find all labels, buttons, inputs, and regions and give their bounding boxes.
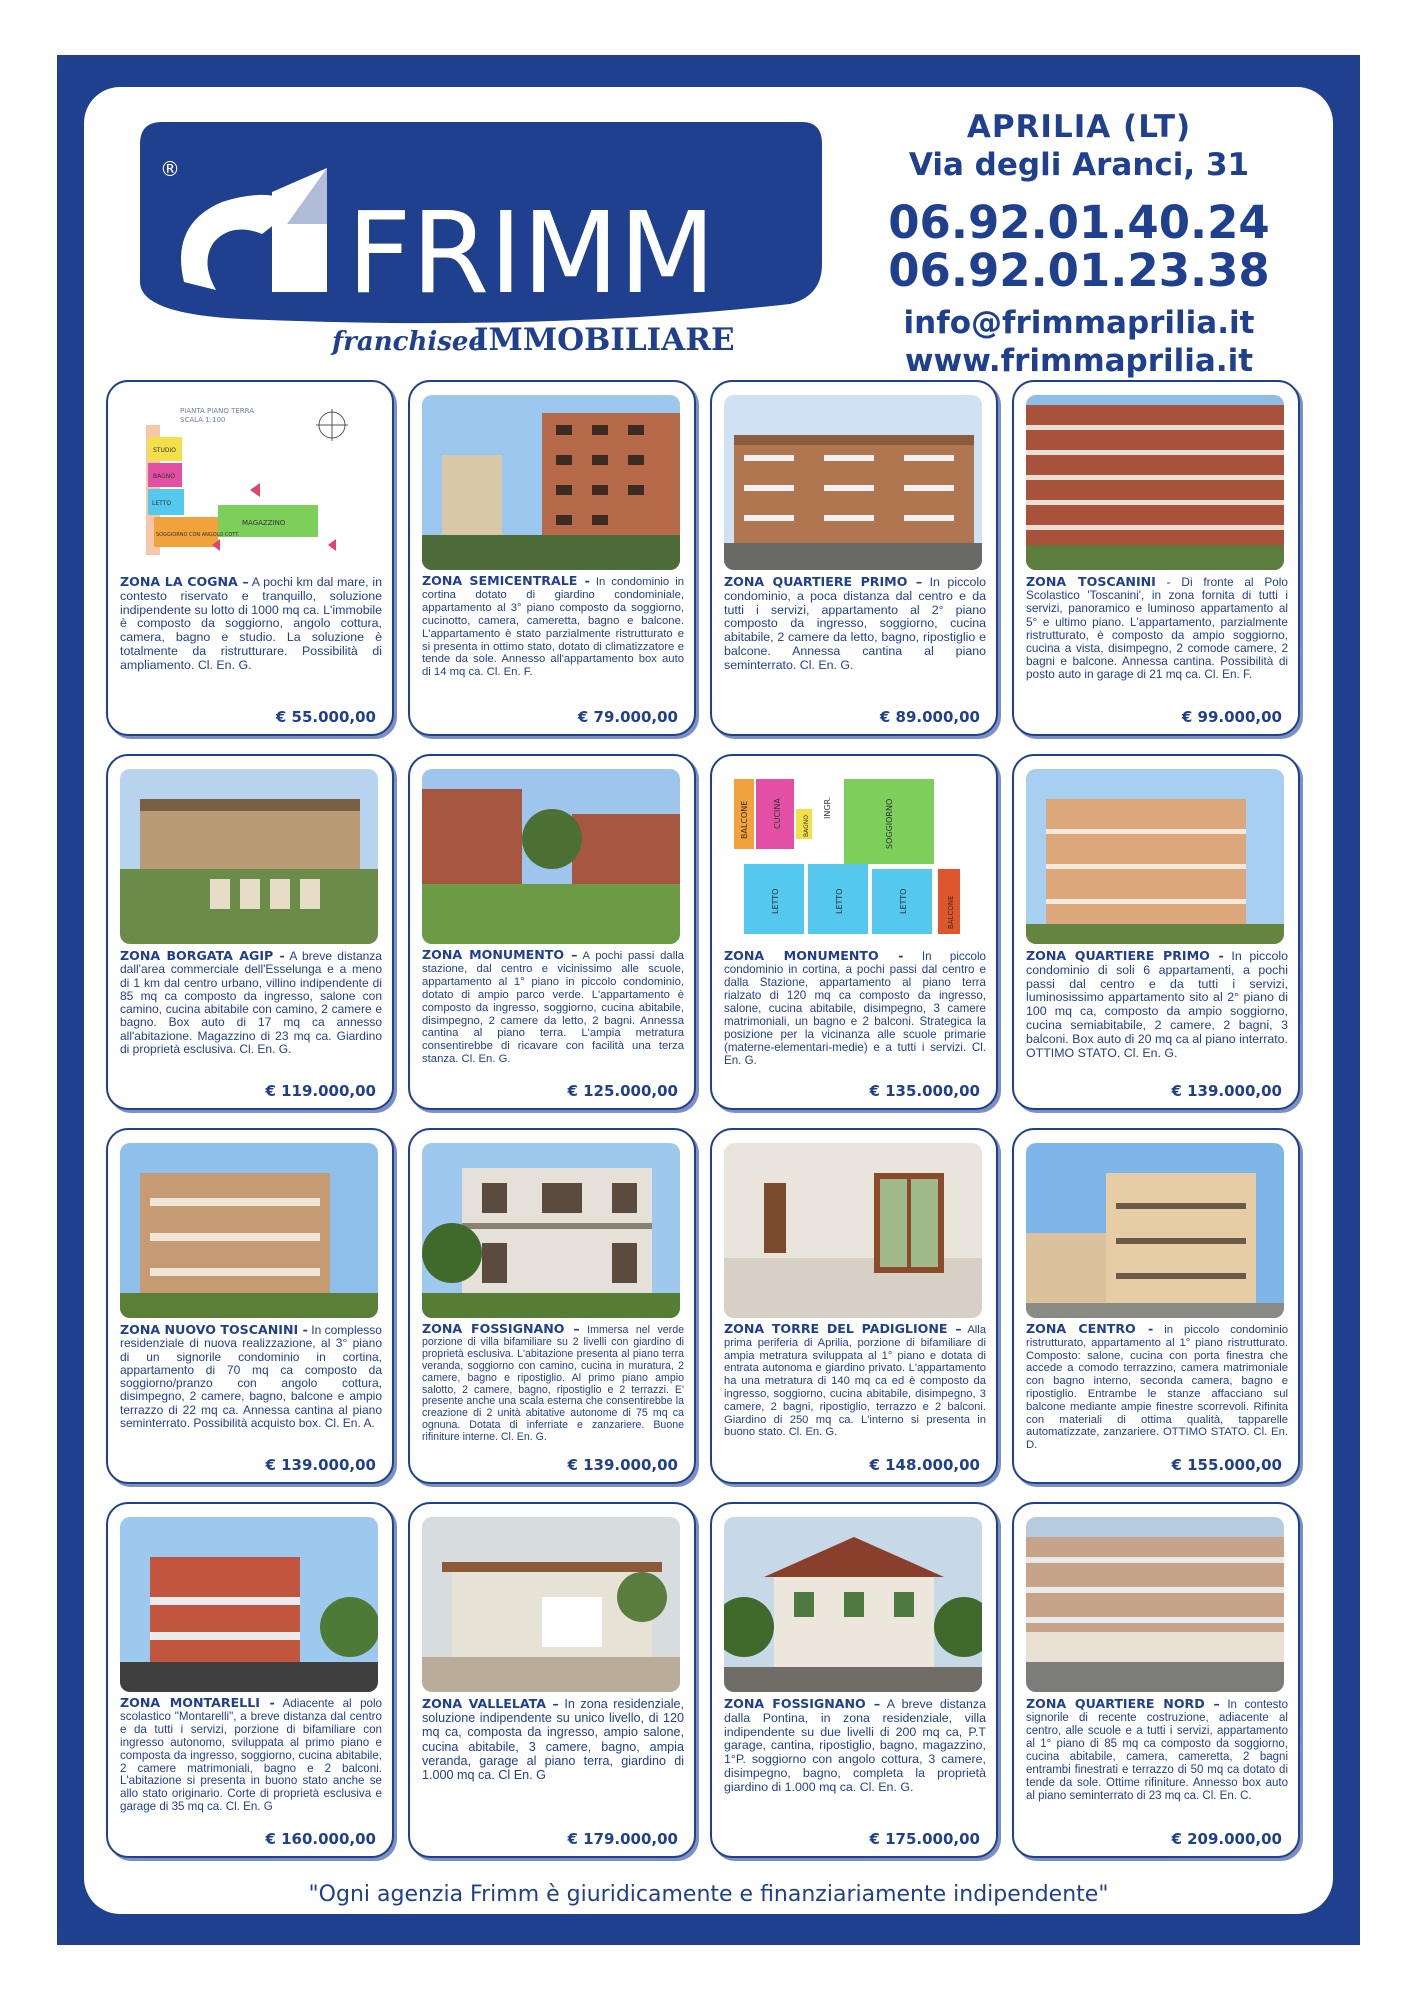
listing-card[interactable] (106, 1128, 394, 1484)
brand-name: FRIMM (347, 189, 716, 319)
listing-description (120, 949, 382, 1056)
room-label: LETTO (771, 888, 780, 914)
listing-price: € 119.000,00 (259, 1082, 376, 1100)
room-label: LETTO (835, 888, 844, 914)
listing-card[interactable] (408, 1128, 696, 1484)
room-label: STUDIO (153, 447, 176, 454)
listing-card[interactable] (710, 754, 998, 1110)
listing-description (422, 949, 684, 1066)
listing-card[interactable] (710, 1128, 998, 1484)
listing-zone: ZONA MONTARELLI - (120, 1695, 275, 1710)
listing-description (724, 949, 986, 1067)
listing-description (422, 1697, 684, 1782)
listing-price: € 89.000,00 (874, 708, 980, 726)
listing-description (422, 575, 684, 679)
listing-zone: ZONA QUARTIERE PRIMO - (1026, 948, 1224, 963)
room-label: SOGGIORNO (885, 798, 894, 849)
listing-price: € 79.000,00 (572, 708, 678, 726)
property-photo (422, 395, 680, 570)
listing-description (120, 1323, 382, 1430)
agency-city: APRILIA (LT) (966, 109, 1192, 145)
listing-text: In piccolo condominio di soli 6 appartamenti, a pochi passi dal centro e da tutti i servizi, luminosissimo appartamento sito al 2° piano di 100 mq ca, composto da ampio soggiorno, cucina semiabitabile, 2 camere, 2 bagni, 3 balconi. Box auto di 20 mq ca al piano interrato. OTTIMO STATO. Cl. En. G. (1026, 949, 1288, 1060)
listing-card[interactable] (710, 380, 998, 736)
listing-price: € 179.000,00 (561, 1830, 678, 1848)
listing-card[interactable] (408, 754, 696, 1110)
listing-price: € 209.000,00 (1165, 1830, 1282, 1848)
room-label: CUCINA (773, 798, 782, 829)
frimm-logo (122, 114, 840, 357)
listing-description (724, 575, 986, 673)
room-label: INGR. (823, 796, 832, 819)
floor-plan-image (724, 769, 982, 944)
footer-disclaimer: "Ogni agenzia Frimm è giuridicamente e finanziariamente indipendente" (308, 1882, 1109, 1907)
agency-website[interactable]: www.frimmaprilia.it (904, 343, 1254, 379)
listing-card[interactable] (710, 1502, 998, 1858)
listing-text: In complesso residenziale di nuova realizzazione, al 3° piano di un signorile condominio in cortina, appartamento di 70 mq ca composto da soggiorno/pranzo con angolo cottura, disimpegno, 2 camere, bagno, balcone e ampio terrazzo di 22 mq ca. Annessa cantina al piano seminterrato. Possibilità acquisto box. Cl. En. A. (120, 1323, 382, 1431)
property-photo (120, 769, 378, 944)
room-label: LETTO (899, 888, 908, 914)
flyer-sheet (84, 87, 1333, 1914)
listing-zone: ZONA VALLELATA – (422, 1696, 559, 1711)
property-photo (120, 1143, 378, 1318)
listing-price: € 125.000,00 (561, 1082, 678, 1100)
listing-zone: ZONA QUARTIERE PRIMO – (724, 574, 923, 589)
listing-zone: ZONA CENTRO - (1026, 1321, 1154, 1336)
tagline-immobiliare: IMMOBILIARE (474, 322, 735, 357)
listing-description (1026, 1697, 1288, 1803)
listing-text: A breve distanza dalla Pontina, in zona residenziale, villa indipendente su due livelli di 200 mq ca, P.T garage, cantina, ripostiglio, bagno, magazzino, 1°P. soggiorno con angolo cottura, 3 camere, disimpegno, bagno, completa la proprietà giardino di 1.000 mq ca. Cl. En. G. (724, 1697, 986, 1794)
listing-card[interactable] (106, 754, 394, 1110)
listing-description (120, 1697, 382, 1814)
listing-zone: ZONA LA COGNA – (120, 574, 249, 589)
listing-zone: ZONA TORRE DEL PADIGLIONE – (724, 1321, 962, 1336)
room-label: LETTO (152, 500, 172, 507)
agency-phone-1[interactable]: 06.92.01.40.24 (888, 196, 1270, 249)
page-frame (57, 55, 1360, 1945)
listing-zone: ZONA TOSCANINI (1026, 574, 1156, 589)
floor-plan-image (120, 395, 378, 570)
listing-text: Adiacente al polo scolastico "Montarelli", a breve distanza dal centro e da tutti i servizi, porzione di bifamiliare con ingresso autonomo, sviluppata al primo piano e composta da ingresso, soggiorno, cucina abitabile, 2 camere matrimoniali, bagno e 2 balconi. L'abitazione si presenta in buono stato anche se allo stato originario. Corte di proprietà esclusiva e garage di 35 mq ca. Cl. En. G (120, 1697, 382, 1814)
room-label: BALCONE (947, 895, 955, 929)
room-label: MAGAZZINO (242, 519, 286, 527)
listing-description (422, 1323, 684, 1444)
listing-text: In piccolo condominio, a poca distanza dal centro e da tutti i servizi, appartamento al 2° piano composto da ingresso, soggiorno, cucina abitabile, 2 camere da letto, bagno, ripostiglio e balcone. Annessa cantina al piano seminterrato. Cl. En. G. (724, 575, 986, 672)
listing-zone: ZONA SEMICENTRALE - (422, 573, 590, 588)
listing-description (1026, 949, 1288, 1060)
listing-price: € 135.000,00 (863, 1082, 980, 1100)
property-photo (422, 1143, 680, 1318)
listing-text: in piccolo condominio ristrutturato, appartamento al 1° piano ristrutturato. Composto: salone, cucina con porta finestra che accede a comodo terrazzino, camera matrimoniale con bagno interno, seconda camera, bagno e ripostiglio. Entrambe le stanze affacciano sul balcone mediante ampie finestre scorrevoli. Rifinita con materiali di ottima qualità, tapparelle automatizzate, zanzariere. OTTIMO STATO. Cl. En. D. (1026, 1324, 1289, 1452)
listing-text: In piccolo condominio in cortina, a pochi passi dal centro e dalla Stazione, appartamento al piano terra rialzato di 120 mq ca composto da ingresso, salone, cucina abitabile, disimpegno, 3 camere matrimoniali, un bagno e 2 balconi. Strategica la posizione per la vicinanza alle scuole primarie (materne-elementari-medie) e a tutti i servizi. Cl. En. G. (724, 950, 986, 1067)
registered-mark: ® (160, 157, 180, 181)
listing-description (724, 1323, 986, 1439)
agency-email[interactable]: info@frimmaprilia.it (903, 305, 1255, 341)
agency-contacts (864, 109, 1294, 379)
listing-price: € 139.000,00 (1165, 1082, 1282, 1100)
listing-description (724, 1697, 986, 1795)
property-photo (724, 395, 982, 570)
listing-price: € 139.000,00 (561, 1456, 678, 1474)
listing-card[interactable] (1012, 380, 1300, 736)
listing-card[interactable] (1012, 754, 1300, 1110)
listing-text: - Di fronte al Polo Scolastico 'Toscanini', in zona fornita di tutti i servizi, panoramico e luminoso appartamento al 5° e ultimo piano. L'appartamento, parzialmente ristrutturato, è composto da ampio soggiorno, cucina a vista, disimpegno, 2 comode camere, 2 bagni e balcone. Annessa cantina. Possibilità di posto auto in garage di 21 mq ca. Cl. En. F. (1026, 575, 1288, 682)
listing-zone: ZONA FOSSIGNANO – (724, 1696, 881, 1711)
room-label: BAGNO (153, 473, 175, 480)
listing-text: In zona residenziale, soluzione indipendente su unico livello, di 120 mq ca, composta da ingresso, ampio salone, cucina abitabile, 3 camere, bagno, ampia veranda, garage al piano terra, giardino di 1.000 mq ca. Cl En. G (422, 1697, 685, 1783)
listing-price: € 139.000,00 (259, 1456, 376, 1474)
listing-text: A pochi passi dalla stazione, dal centro e vicinissimo alle scuole, appartamento al 1° piano in piccolo condominio, dotato di ampio parco verde. L'appartamento è composto da ingresso, soggiorno, cucina abitabile, disimpegno, 2 camere da letto, 2 bagni. Annessa cantina al piano terra. L'ampia metratura consentirebbe di ricavare con facilità una terza stanza. Cl. En. G. (422, 950, 685, 1066)
listing-price: € 55.000,00 (270, 708, 376, 726)
listing-card[interactable] (1012, 1502, 1300, 1858)
plan-scale: SCALA 1:100 (180, 416, 226, 424)
property-photo (422, 1517, 680, 1692)
listing-text: In contesto signorile di recente costruzione, adiacente al centro, alle scuole e a tutti i servizi, appartamento al 1° piano di 85 mq ca composto da soggiorno, cucina abitabile, camera, cameretta, 2 bagni entrambi finestrati e terrazzo di 50 mq ca dotato di tende da sole. Ottime rifiniture. Annesso box auto al piano seminterrato di 23 mq ca. Cl. En. C. (1026, 1699, 1288, 1802)
listing-card[interactable] (106, 380, 394, 736)
listing-text: A breve distanza dall'area commerciale dell'Esselunga e a meno di 1 km dal centro urbano, villino indipendente di 85 mq ca composto da ingresso, salone con camino, cucina abitabile con camino, 2 camere e bagno. Box auto di 17 mq ca annesso all'abitazione. Magazzino di 23 mq ca. Giardino di proprietà esclusiva. Cl. En. G. (120, 949, 382, 1057)
property-photo (724, 1143, 982, 1318)
listing-price: € 99.000,00 (1176, 708, 1282, 726)
listing-card[interactable] (408, 1502, 696, 1858)
listing-text: Alla prima periferia di Aprilia, porzione di bifamiliare di ampia metratura sviluppata al 1° piano e dotata di entrata autonoma e giardino privato. L'appartamento ha una metratura di 140 mq ca ed è composto da ingresso, soggiorno, cucina abitabile, disimpegno, 3 camere, 2 bagni, ripostiglio, terrazzo e 2 balconi. Giardino di 250 mq ca. L'interno si presenta in buono stato. Cl. En. G. (724, 1324, 986, 1439)
listing-zone: ZONA FOSSIGNANO – (422, 1321, 580, 1336)
listing-text: Immersa nel verde porzione di villa bifamiliare su 2 livelli con giardino di proprietà esclusiva. L'abitazione presenta al piano terra veranda, soggiorno con camino, cucina in muratura, 2 camere, bagno e ripostiglio. Al primo piano ampio salotto, 2 camere, bagno, ripostiglio e 2 terrazzi. E' presente anche una scala esterna che consentirebbe la creazione di 2 unità abitative autonome di 75 mq ca ognuna. Dotata di inferriate e zanzariere. Buone rifiniture interne. Cl. En. G. (422, 1324, 684, 1444)
listing-description (120, 575, 382, 673)
listing-card[interactable] (1012, 1128, 1300, 1484)
agency-street: Via degli Aranci, 31 (908, 147, 1250, 183)
listing-price: € 160.000,00 (259, 1830, 376, 1848)
property-photo (724, 1517, 982, 1692)
listing-zone: ZONA QUARTIERE NORD – (1026, 1696, 1220, 1711)
listing-price: € 155.000,00 (1165, 1456, 1282, 1474)
listing-zone: ZONA NUOVO TOSCANINI - (120, 1322, 308, 1337)
listing-description (1026, 1323, 1288, 1452)
listing-price: € 148.000,00 (863, 1456, 980, 1474)
room-label: SOGGIORNO CON ANGOLO COTT. (156, 532, 240, 538)
listing-zone: ZONA MONUMENTO - (724, 948, 904, 963)
plan-title: PIANTA PIANO TERRA (180, 407, 255, 415)
property-photo (1026, 395, 1284, 570)
listing-text: In condominio in cortina dotato di giardino condominiale, appartamento al 3° piano composto da soggiorno, cucinotto, camera, cameretta, bagno e balcone. L'appartamento è stato parzialmente ristrutturato e si presenta in ottimo stato, dotato di climatizzatore e tende da sole. Annesso all'appartamento box auto di 14 mq ca. Cl. En. F. (422, 576, 684, 679)
room-label: BALCONE (740, 800, 749, 839)
listing-text: A pochi km dal mare, in contesto riservato e tranquillo, soluzione indipendente su lotto di 1000 mq ca. L'immobile è composto da soggiorno, angolo cottura, camera, bagno e studio. La soluzione è totalmente da ristrutturare. Possibilità di ampliamento. Cl. En. G. (120, 575, 382, 672)
property-photo (1026, 1517, 1284, 1692)
listing-card[interactable] (106, 1502, 394, 1858)
agency-phone-2[interactable]: 06.92.01.23.38 (888, 244, 1270, 297)
property-photo (120, 1517, 378, 1692)
property-photo (1026, 769, 1284, 944)
listing-zone: ZONA BORGATA AGIP - (120, 948, 285, 963)
property-photo (1026, 1143, 1284, 1318)
listing-zone: ZONA MONUMENTO – (422, 947, 578, 962)
listing-description (1026, 575, 1288, 682)
listing-price: € 175.000,00 (863, 1830, 980, 1848)
tagline-franchisee: franchisee (332, 327, 485, 357)
property-photo (422, 769, 680, 944)
room-label: BAGNO (803, 815, 810, 837)
listing-card[interactable] (408, 380, 696, 736)
